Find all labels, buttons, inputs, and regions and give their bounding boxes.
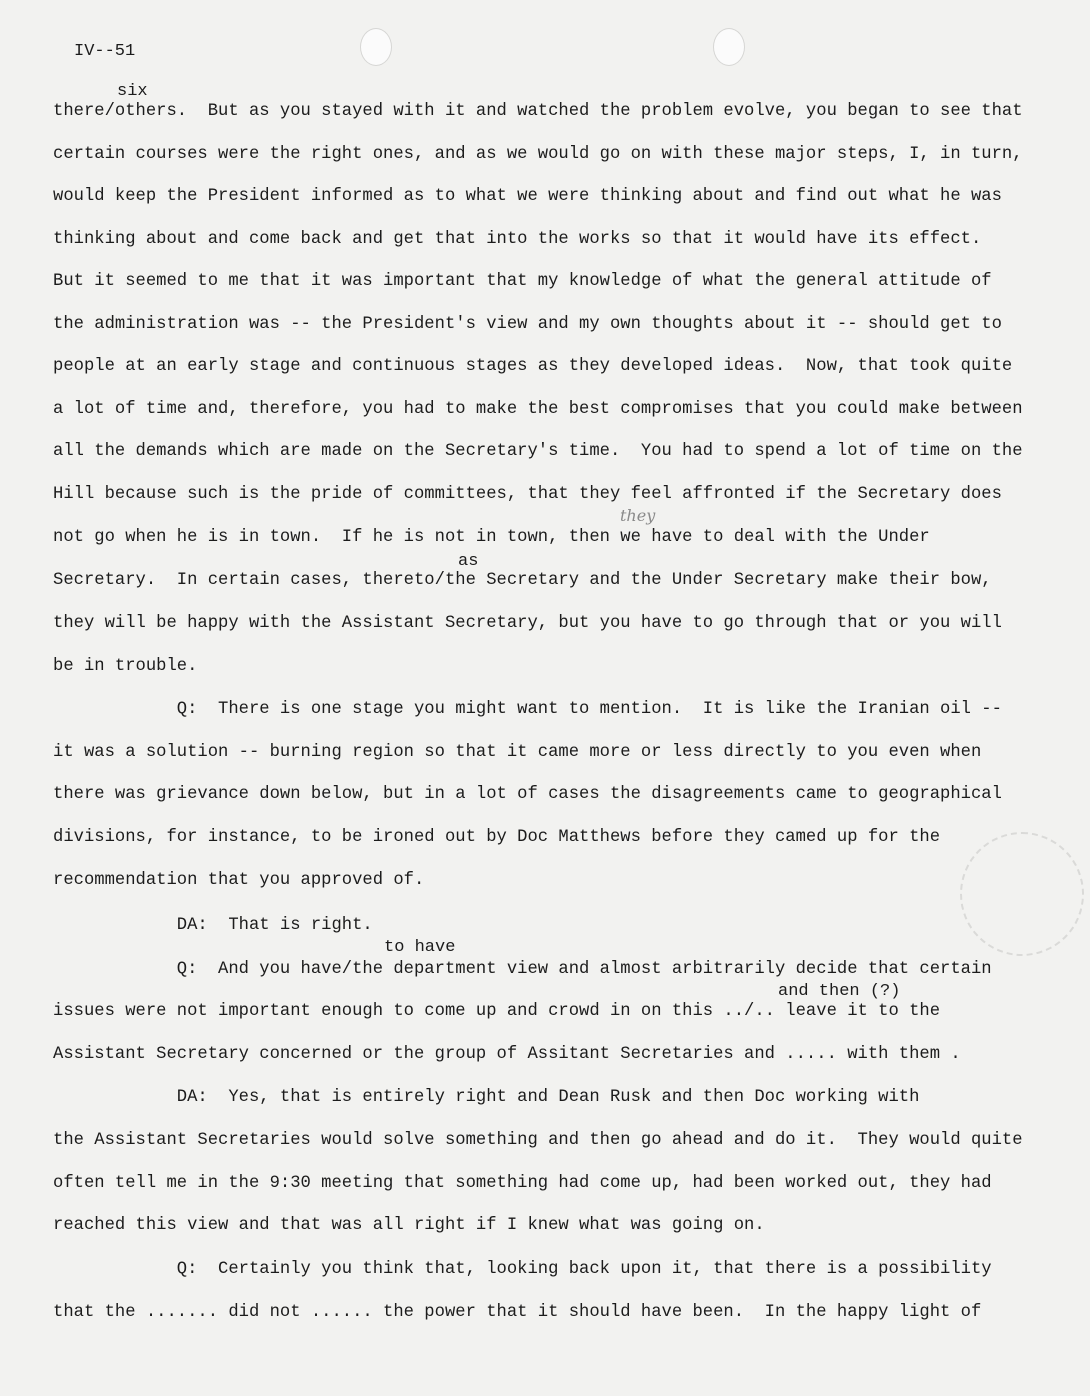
text-line: DA: Yes, that is entirely right and Dean Rusk and then Doc working with xyxy=(53,1088,920,1107)
text-line: reached this view and that was all right if I knew what was going on. xyxy=(53,1216,765,1235)
insertion-and-then: and then (?) xyxy=(778,982,901,1001)
punch-hole-left xyxy=(360,28,392,66)
text-line: issues were not important enough to come up and crowd in on this ../.. leave it to the xyxy=(53,1002,941,1021)
text-line: people at an early stage and continuous stages as they developed ideas. Now, that took quite xyxy=(53,357,1013,376)
handwritten-they: they xyxy=(620,506,656,525)
insertion-to-have: to have xyxy=(384,938,456,957)
text-line: be in trouble. xyxy=(53,657,198,676)
text-line: it was a solution -- burning region so that it came more or less directly to you even when xyxy=(53,743,982,762)
insertion-as: as xyxy=(458,552,479,571)
text-line: Secretary. In certain cases, thereto/the Secretary and the Under Secretary make their bow, xyxy=(53,571,992,590)
punch-hole-right xyxy=(713,28,745,66)
text-line: But it seemed to me that it was important that my knowledge of what the general attitude of xyxy=(53,272,992,291)
archive-stamp xyxy=(960,832,1084,956)
text-line: often tell me in the 9:30 meeting that something had come up, had been worked out, they had xyxy=(53,1174,992,1193)
text-line: DA: That is right. xyxy=(53,916,373,935)
text-line: would keep the President informed as to what we were thinking about and find out what he was xyxy=(53,187,1002,206)
text-line: there/others. But as you stayed with it and watched the problem evolve, you began to see that xyxy=(53,102,1023,121)
text-line: they will be happy with the Assistant Secretary, but you have to go through that or you will xyxy=(53,614,1002,633)
page-number: IV--51 xyxy=(74,42,136,61)
text-line: Q: Certainly you think that, looking back upon it, that there is a possibility xyxy=(53,1260,992,1279)
text-line: the Assistant Secretaries would solve something and then go ahead and do it. They would quite xyxy=(53,1131,1023,1150)
text-line: all the demands which are made on the Secretary's time. You had to spend a lot of time on the xyxy=(53,442,1023,461)
insertion-six: six xyxy=(117,82,148,101)
text-line: Assistant Secretary concerned or the group of Assitant Secretaries and ..... with them . xyxy=(53,1045,961,1064)
text-line: a lot of time and, therefore, you had to make the best compromises that you could make between xyxy=(53,400,1023,419)
text-line: certain courses were the right ones, and as we would go on with these major steps, I, in turn, xyxy=(53,145,1023,164)
text-line: Q: And you have/the department view and almost arbitrarily decide that certain xyxy=(53,960,992,979)
text-line: that the ....... did not ...... the power that it should have been. In the happy light of xyxy=(53,1303,982,1322)
text-line: thinking about and come back and get that into the works so that it would have its effect. xyxy=(53,230,982,249)
text-line: Q: There is one stage you might want to mention. It is like the Iranian oil -- xyxy=(53,700,1002,719)
text-line: recommendation that you approved of. xyxy=(53,871,425,890)
text-line: not go when he is in town. If he is not in town, then we have to deal with the Under xyxy=(53,528,930,547)
text-line: the administration was -- the President's view and my own thoughts about it -- should get to xyxy=(53,315,1002,334)
text-line: there was grievance down below, but in a lot of cases the disagreements came to geographical xyxy=(53,785,1002,804)
text-line: Hill because such is the pride of committees, that they feel affronted if the Secretary does xyxy=(53,485,1002,504)
text-line: divisions, for instance, to be ironed out by Doc Matthews before they camed up for the xyxy=(53,828,941,847)
